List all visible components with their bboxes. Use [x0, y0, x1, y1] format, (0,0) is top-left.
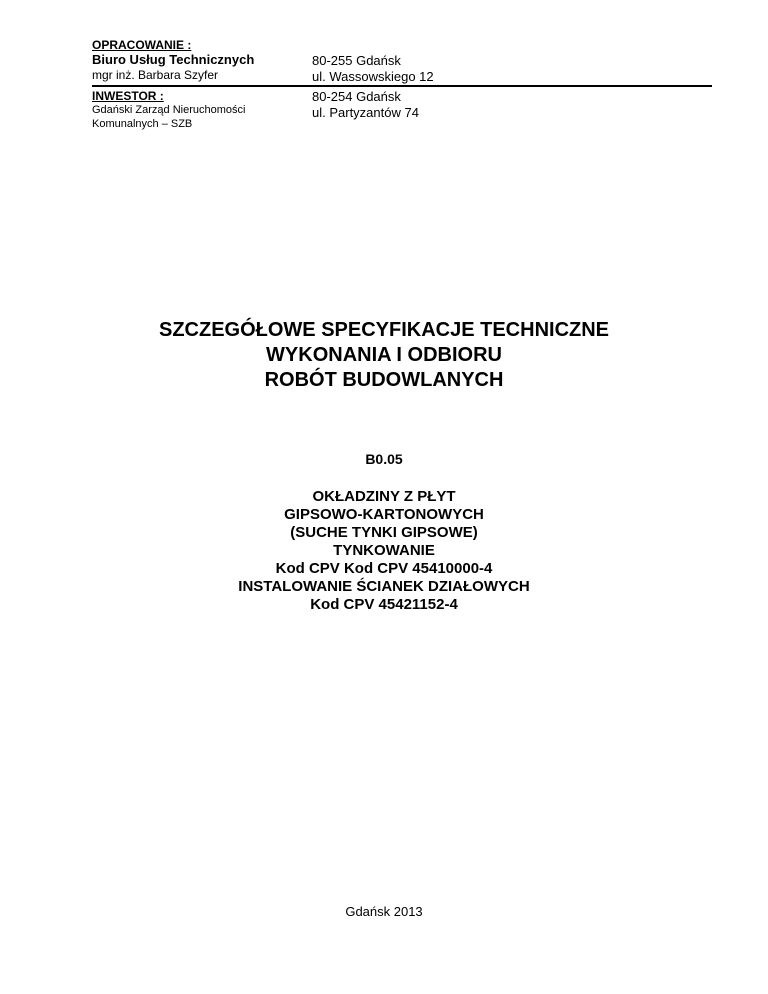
subtitle-line: (SUCHE TYNKI GIPSOWE)	[290, 524, 478, 541]
document-subtitle	[0, 488, 768, 614]
document-header	[92, 38, 712, 137]
author-row	[92, 38, 712, 87]
subtitle-line: Kod CPV Kod CPV 45410000-4	[275, 560, 493, 577]
investor-block	[92, 87, 312, 137]
subtitle-line: INSTALOWANIE ŚCIANEK DZIAŁOWYCH	[238, 578, 530, 595]
investor-address	[312, 87, 419, 137]
title-line-3: ROBÓT BUDOWLANYCH	[264, 369, 504, 391]
subtitle-line: TYNKOWANIE	[333, 542, 435, 559]
spec-code: B0.05	[365, 451, 403, 467]
document-title	[0, 318, 768, 393]
investor-address-line1: 80-254 Gdańsk	[312, 89, 401, 104]
author-address-line2: ul. Wassowskiego 12	[312, 69, 434, 84]
footer-place-date: Gdańsk 2013	[345, 904, 423, 919]
title-line-1: SZCZEGÓŁOWE SPECYFIKACJE TECHNICZNE	[158, 319, 610, 341]
author-company: Biuro Usług Technicznych	[92, 52, 255, 67]
author-address-line1: 80-255 Gdańsk	[312, 53, 401, 68]
investor-address-line2: ul. Partyzantów 74	[312, 105, 419, 120]
investor-row	[92, 87, 712, 137]
investor-label: INWESTOR :	[92, 89, 164, 103]
author-person: mgr inż. Barbara Szyfer	[92, 68, 219, 82]
investor-name-line1: Gdański Zarząd Nieruchomości	[92, 104, 246, 116]
investor-name-line2: Komunalnych – SZB	[92, 118, 193, 130]
author-block	[92, 38, 312, 85]
subtitle-line: GIPSOWO-KARTONOWYCH	[284, 506, 484, 523]
author-address	[312, 38, 434, 85]
author-label: OPRACOWANIE :	[92, 38, 192, 52]
title-line-2: WYKONANIA I ODBIORU	[266, 344, 502, 366]
subtitle-line: OKŁADZINY Z PŁYT	[312, 488, 456, 505]
subtitle-line: Kod CPV 45421152-4	[310, 596, 458, 613]
